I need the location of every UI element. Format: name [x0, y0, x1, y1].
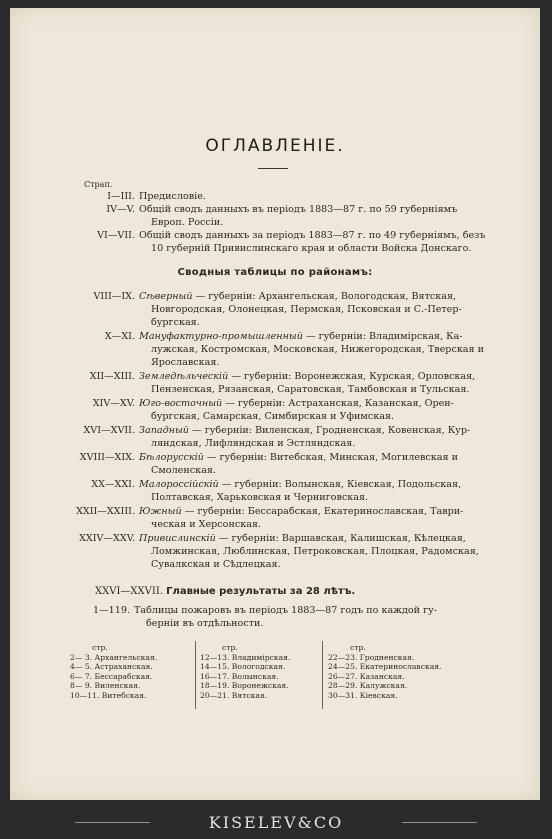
column-divider — [195, 641, 196, 709]
index-item: 26—27. Казанская. — [328, 671, 405, 681]
entry-text: лужская, Костромская, Московская, Нижегородская, Тверская и — [151, 344, 485, 355]
entry-text: — губерніи: Волынская, Кіевская, Подольская, — [218, 479, 462, 490]
entry-text: — губерніи: Архангельская, Вологодская, Вятская, — [192, 291, 457, 302]
entry-text: Ломжинская, Люблинская, Петроковская, Плоцкая, Радомская, — [151, 546, 479, 557]
main-results-entry — [95, 585, 355, 598]
entry-text: Смоленская. — [151, 465, 216, 476]
entry-text: Общій сводъ данныхъ въ періодъ 1883—87 г. по 59 губерніямъ — [139, 204, 458, 215]
entry-pages: XVIII—XIX. — [79, 452, 135, 463]
entry-text: — губерніи: Воронежская, Курская, Орловская, — [228, 371, 476, 382]
entry-text: — губерніи: Варшавская, Калишская, Кѣлецкая, — [215, 533, 466, 544]
watermark-logo: KISELEV&CO — [208, 813, 344, 832]
entry-pages: VI—VII. — [97, 230, 135, 241]
index-item: 10—11. Витебская. — [70, 690, 147, 700]
index-header: стр. — [350, 643, 366, 652]
region-name: Земледѣльческій — [139, 371, 229, 382]
entry-text: бургская, Самарская, Симбирская и Уфимская. — [151, 411, 395, 422]
entry-pages: XX—XXI. — [91, 479, 135, 490]
entry-text: Полтавская, Харьковская и Черниговская. — [151, 492, 369, 503]
region-name: Сѣверный — [139, 291, 193, 302]
entry-text: Новгородская, Олонецкая, Пермская, Псковская и С.-Петер- — [151, 304, 462, 315]
index-column — [328, 643, 441, 701]
index-item: 8— 9. Виленская. — [70, 681, 141, 691]
main-results-label: Главные результаты за 28 лѣтъ. — [166, 586, 356, 597]
region-name: Малороссійскій — [139, 479, 219, 490]
index-item: 22—23. Гродненская. — [328, 652, 415, 662]
entry-pages: XIV—XV. — [92, 398, 135, 409]
entry-text: ческая и Херсонская. — [151, 519, 262, 530]
entry-pages: IV—V. — [106, 204, 135, 215]
book-page — [10, 8, 540, 800]
region-name: Бѣлорусскій — [139, 452, 204, 463]
index-header: стр. — [92, 643, 108, 652]
index-item: 30—31. Кіевская. — [328, 690, 398, 700]
page-title: ОГЛАВЛЕНІЕ. — [205, 136, 345, 156]
entry-text: — губерніи: Бессарабская, Екатеринославская, Таври- — [181, 506, 464, 517]
entry-pages: X—XI. — [104, 331, 135, 342]
entry-pages: VIII—IX. — [93, 291, 135, 302]
entry-text: Ярославская. — [151, 357, 220, 368]
entry-text: — губерніи: Витебская, Минская, Могилевская и — [203, 452, 459, 463]
entry-pages: XXII—XXIII. — [76, 506, 135, 517]
region-name: Южный — [139, 506, 182, 517]
column-divider — [322, 641, 323, 709]
region-name: Западный — [139, 425, 189, 436]
strap-label: Страп. — [84, 180, 113, 189]
entry-text: Европ. Россіи. — [151, 217, 224, 228]
region-name: Юго-восточный — [139, 398, 223, 409]
entry-pages: I—III. — [107, 191, 135, 202]
entry-text: Сувалкская и Сѣдлецкая. — [151, 559, 281, 570]
region-name: Привислинскій — [139, 533, 216, 544]
region-name: Мануфактурно-промышленный — [139, 331, 303, 342]
section-heading: Сводныя таблицы по районамъ: — [177, 267, 373, 278]
index-item: 16—17. Волынская. — [200, 671, 279, 681]
entry-pages: XII—XIII. — [89, 371, 135, 382]
entry-text: Общій сводъ данныхъ за періодъ 1883—87 г. по 49 губерніямъ, безъ — [139, 230, 486, 241]
index-item: 6— 7. Бессарабская. — [70, 671, 153, 681]
index-item: 18—19. Воронежская. — [200, 681, 289, 691]
entry-text: Таблицы пожаровъ въ періодъ 1883—87 годъ по каждой гу- — [134, 605, 438, 616]
title-rule — [258, 168, 288, 169]
index-item: 20—21. Вятская. — [200, 690, 268, 700]
entry-text: ляндская, Лифляндская и Эстляндская. — [151, 438, 356, 449]
entry-text: Пензенская, Рязанская, Саратовская, Тамбовская и Тульская. — [151, 384, 470, 395]
entry-text: 10 губерній Привислинскаго края и области Войска Донскаго. — [151, 243, 472, 254]
entry-text: берніи въ отдѣльности. — [146, 618, 264, 629]
index-item: 14—15. Вологодская. — [200, 662, 286, 672]
entry-text: бургская. — [151, 317, 200, 328]
entry-text: — губерніи: Виленская, Гродненская, Ковенская, Кур- — [189, 425, 471, 436]
entry-pages: XXVI—XXVII. — [95, 586, 163, 597]
entry-pages: XXIV—XXV. — [79, 533, 135, 544]
index-column — [70, 643, 157, 701]
index-item: 24—25. Екатеринославская. — [328, 662, 442, 672]
entry-pages: XVI—XVII. — [83, 425, 135, 436]
index-item: 2— 3. Архангельская. — [70, 652, 158, 662]
index-header: стр. — [222, 643, 238, 652]
watermark-rule-right — [402, 822, 477, 823]
entry-text: — губерніи: Астраханская, Казанская, Орен- — [222, 398, 454, 409]
entry-pages: 1—119. — [92, 605, 130, 616]
index-item: 12—13. Владимірская. — [200, 652, 291, 662]
entry-text: — губерніи: Владимірская, Ка- — [302, 331, 463, 342]
index-column — [200, 643, 290, 701]
index-item: 4— 5. Астраханская. — [70, 662, 153, 672]
index-item: 28—29. Калужская. — [328, 681, 408, 691]
entry-text: Предисловіе. — [139, 191, 206, 202]
